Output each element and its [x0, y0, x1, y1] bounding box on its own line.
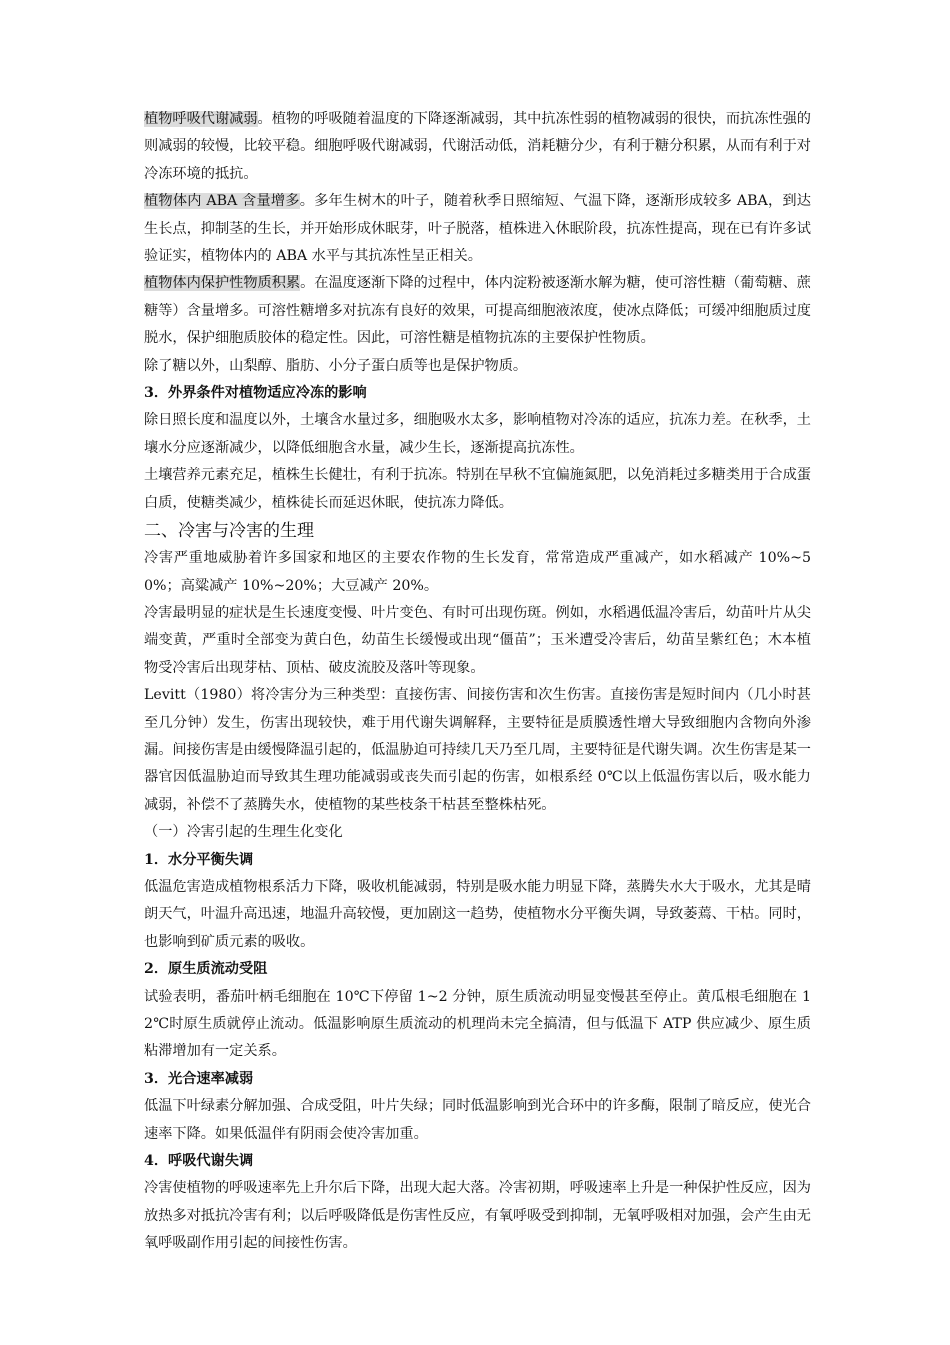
paragraph-protoplasm-flow: 试验表明，番茄叶柄毛细胞在 10℃下停留 1~2 分钟，原生质流动明显变慢甚至停止。黄瓜根毛细胞在 12℃时原生质就停止流动。低温影响原生质流动的机理尚未完全搞清，但与低温下 ATP 供应减少、原生质粘滞增加有一定关系。	[144, 988, 811, 1060]
paragraph-levitt-types: Levitt（1980）将冷害分为三种类型：直接伤害、间接伤害和次生伤害。直接伤害是短时间内（几小时甚至几分钟）发生，伤害出现较快，难于用代谢失调解释，主要特征是质膜透性增大导致细胞内含物向外渗漏。间接伤害是由缓慢降温引起的，低温胁迫可持续几天乃至几周，主要特征是代谢失调。次生伤害是某一器官因低温胁迫而导致其生理功能减弱或丧失而引起的伤害，如根系经 0℃以上低温伤害以后，吸水能力减弱，补偿不了蒸腾失水，使植物的某些枝条干枯甚至整株枯死。	[144, 687, 811, 813]
section-heading-respiration-disorder: 4．呼吸代谢失调	[144, 1153, 254, 1170]
highlighted-lead: 植物体内保护性物质积累	[144, 275, 301, 292]
paragraph-yield-loss: 冷害严重地威胁着许多国家和地区的主要农作物的生长发育，常常造成严重减产，如水稻减产 10%~50%；高粱减产 10%~20%；大豆减产 20%。	[144, 550, 811, 594]
chapter-heading-chilling-injury: 二、冷害与冷害的生理	[144, 521, 314, 542]
paragraph-photosynthesis: 低温下叶绿素分解加强、合成受阻，叶片失绿；同时低温影响到光合环中的许多酶，限制了暗反应，使光合速率下降。如果低温伴有阴雨会使冷害加重。	[144, 1098, 811, 1142]
paragraph-aba: 植物体内 ABA 含量增多。多年生树木的叶子，随着秋季日照缩短、气温下降，逐渐形成较多 ABA，到达生长点，抑制茎的生长，并开始形成休眠芽，叶子脱落，植株进入休眠阶段，抗冻性提高，现在已有许多试验证实，植物体内的 ABA 水平与其抗冻性呈正相关。	[144, 193, 811, 265]
section-heading-external-conditions: 3．外界条件对植物适应冷冻的影响	[144, 385, 367, 402]
paragraph-other-protectants: 除了糖以外，山梨醇、脂肪、小分子蛋白质等也是保护物质。	[144, 357, 528, 374]
section-heading-photosynthesis: 3．光合速率减弱	[144, 1070, 254, 1087]
section-heading-water-balance: 1．水分平衡失调	[144, 851, 254, 868]
paragraph-water-balance: 低温危害造成植物根系活力下降，吸收机能减弱，特别是吸水能力明显下降，蒸腾失水大于吸水，尤其是晴朗天气，叶温升高迅速，地温升高较慢，更加剧这一趋势，使植物水分平衡失调，导致萎蔫、干枯。同时，也影响到矿质元素的吸收。	[144, 878, 811, 950]
paragraph-respiration: 植物呼吸代谢减弱。植物的呼吸随着温度的下降逐渐减弱，其中抗冻性弱的植物减弱的很快，而抗冻性强的则减弱的较慢，比较平稳。细胞呼吸代谢减弱，代谢活动低，消耗糖分少，有利于糖分积累，从而有利于对冷冻环境的抵抗。	[144, 111, 811, 182]
paragraph-soil-nutrients: 土壤营养元素充足，植株生长健壮，有利于抗冻。特别在早秋不宜偏施氮肥，以免消耗过多糖类用于合成蛋白质，使糖类减少，植株徒长而延迟休眠，使抗冻力降低。	[144, 467, 811, 511]
highlighted-lead: 植物呼吸代谢减弱	[144, 111, 258, 127]
section-heading-protoplasm-flow: 2．原生质流动受阻	[144, 961, 268, 978]
document-page	[144, 106, 811, 1258]
paragraph-respiration-disorder: 冷害使植物的呼吸速率先上升尔后下降，出现大起大落。冷害初期，呼吸速率上升是一种保护性反应，因为放热多对抵抗冷害有利；以后呼吸降低是伤害性反应，有氧呼吸受到抑制，无氧呼吸相对加强，会产生由无氧呼吸副作用引起的间接性伤害。	[144, 1180, 811, 1252]
paragraph-symptoms: 冷害最明显的症状是生长速度变慢、叶片变色、有时可出现伤斑。例如，水稻遇低温冷害后，幼苗叶片从尖端变黄，严重时全部变为黄白色，幼苗生长缓慢或出现“僵苗”；玉米遭受冷害后，幼苗呈紫红色；木本植物受冷害后出现芽枯、顶枯、破皮流胶及落叶等现象。	[144, 604, 811, 676]
paragraph-soil-water: 除日照长度和温度以外，土壤含水量过多，细胞吸水太多，影响植物对冷冻的适应，抗冻力差。在秋季，土壤水分应逐渐减少，以降低细胞含水量，减少生长，逐渐提高抗冻性。	[144, 412, 811, 456]
paragraph-protective-substances: 植物体内保护性物质积累。在温度逐渐下降的过程中，体内淀粉被逐渐水解为糖，使可溶性糖（葡萄糖、蔗糖等）含量增多。可溶性糖增多对抗冻有良好的效果，可提高细胞液浓度，使冰点降低；可缓冲细胞质过度脱水，保护细胞质胶体的稳定性。因此，可溶性糖是植物抗冻的主要保护性物质。	[144, 275, 811, 347]
subsection-heading-physiological-changes: （一）冷害引起的生理生化变化	[144, 824, 343, 841]
highlighted-lead: 植物体内 ABA 含量增多	[144, 193, 300, 210]
